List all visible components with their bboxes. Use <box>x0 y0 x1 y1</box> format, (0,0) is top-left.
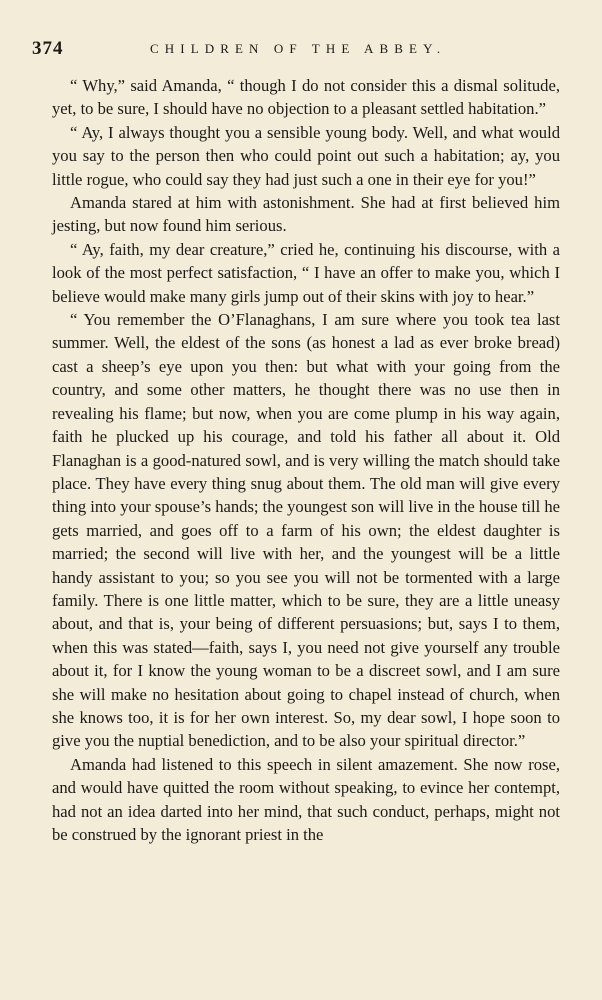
page-header <box>32 38 572 62</box>
paragraph: Amanda stared at him with astonishment. She had at first believed him jesting, but now found him serious. <box>52 193 560 236</box>
paragraph: Amanda had listened to this speech in silent amazement. She now rose, and would have quitted the room without speaking, to evince her contempt, had not an idea darted into her mind, that such conduct, perhaps, might not be construed by the ignorant priest in the <box>52 754 560 844</box>
running-title: CHILDREN OF THE ABBEY. <box>150 41 447 56</box>
paragraph: “ Ay, I always thought you a sensible young body. Well, and what would you say to the person then who could point out such a habitation; ay, you little rogue, who could say they had just such a one in their eye for you!” <box>52 122 560 189</box>
body-text <box>52 74 560 846</box>
page-number: 374 <box>32 38 64 59</box>
paragraph: “ Why,” said Amanda, “ though I do not consider this a dismal solitude, yet, to be sure, I should have no objection to a pleasant settled habitation.” <box>52 76 560 119</box>
paragraph: “ Ay, faith, my dear creature,” cried he, continuing his discourse, with a look of the most perfect satisfaction, “ I have an offer to make you, which I believe would make many girls jump out of their skins with joy to hear.” <box>52 239 560 306</box>
paragraph: “ You remember the O’Flanaghans, I am sure where you took tea last summer. Well, the eldest of the sons (as honest a lad as ever broke bread) cast a sheep’s eye upon you then: but what with your going from the country, and some other matters, he thought there was no use then in revealing his flame; but now, when you are come plump in his way again, faith he plucked up his courage, and told his father all about it. Old Flanaghan is a good-natured sowl, and is very willing the match should take place. They have every thing snug about them. The old man will give every thing into your spouse’s hands; the youngest son will live in the house till he gets married, and goes off to a farm of his own; the eldest daughter is married; the second will live with her, and the youngest will be a little handy assistant to you; so you see you will not be tormented with a large family. There is one little matter, which to be sure, they are a little uneasy about, and that is, your being of different persuasions; but, says I to them, when this was stated—faith, says I, you need not give yourself any trouble about it, for I know the young woman to be a discreet sowl, and I am sure she will make no hesitation about going to chapel instead of church, when she knows too, it is for her own interest. So, my dear sowl, I hope soon to give you the nuptial benediction, and to be also your spiritual director.” <box>52 310 560 751</box>
